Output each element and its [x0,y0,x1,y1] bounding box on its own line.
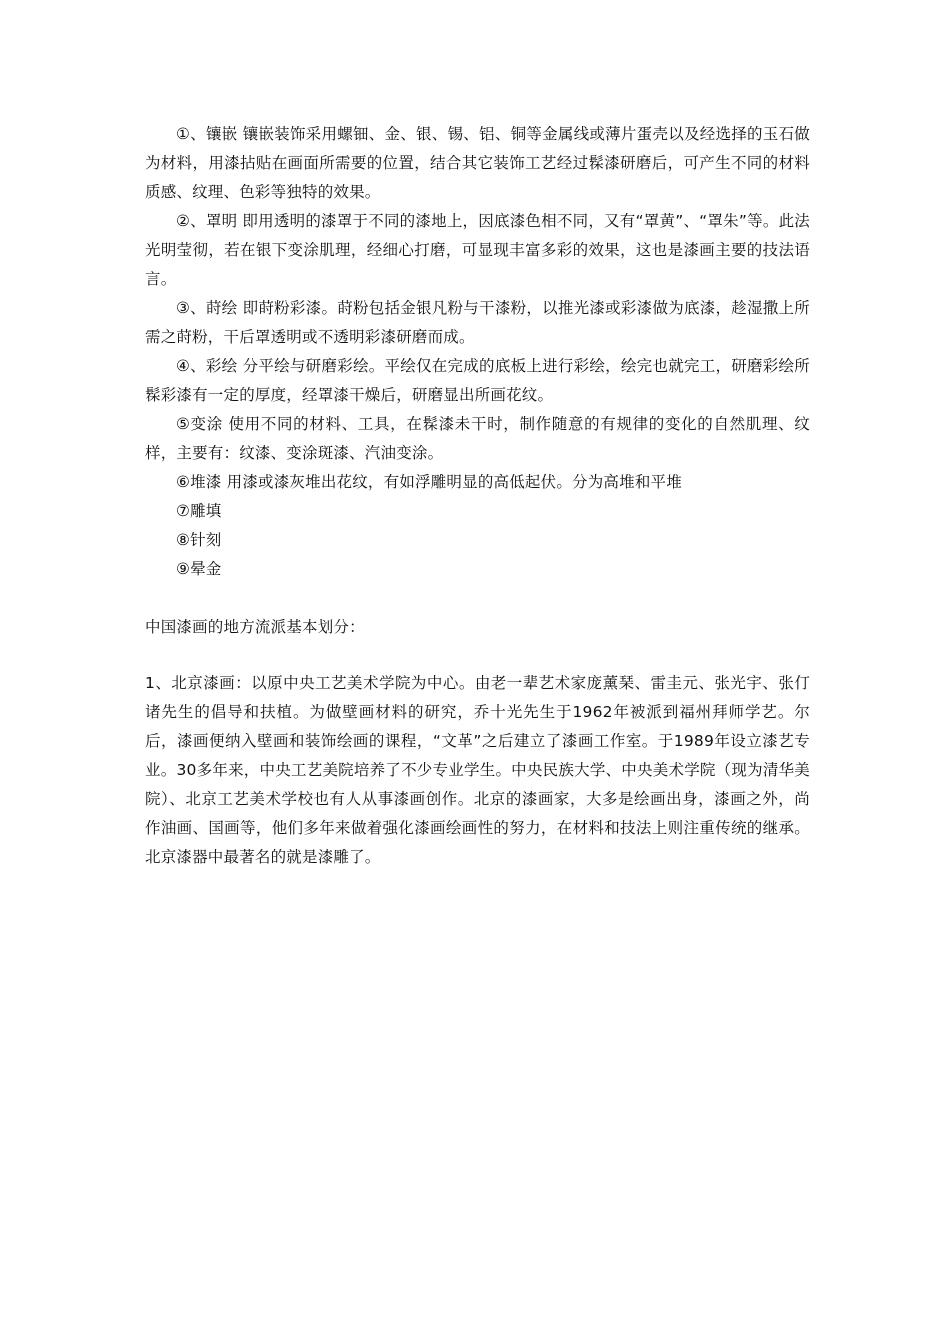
school-beijing: 1、北京漆画：以原中央工艺美术学院为中心。由老一辈艺术家庞薰琹、雷圭元、张光宇、张仃诸先生的倡导和扶植。为做壁画材料的研究，乔十光先生于1962年被派到福州拜师学艺。尔后，漆画便纳入壁画和装饰绘画的课程，“文革”之后建立了漆画工作室。于1989年设立漆艺专业。30多年来，中央工艺美院培养了不少专业学生。中央民族大学、中央美术学院（现为清华美院）、北京工艺美术学校也有人从事漆画创作。北京的漆画家，大多是绘画出身，漆画之外，尚作油画、国画等，他们多年来做着强化漆画绘画性的努力，在材料和技法上则注重传统的继承。北京漆器中最著名的就是漆雕了。 [145,674,810,866]
document-body [145,120,810,872]
technique-needle-engraving: ⑧针刻 [176,531,222,549]
technique-inlay: ①、镶嵌 镶嵌装饰采用螺钿、金、银、锡、铝、铜等金属线或薄片蛋壳以及经选择的玉石做为材料，用漆拈贴在画面所需要的位置，结合其它装饰工艺经过髹漆研磨后，可产生不同的材料质感、纹理、色彩等独特的效果。 [145,125,810,201]
technique-color-painting: ④、彩绘 分平绘与研磨彩绘。平绘仅在完成的底板上进行彩绘，绘完也就完工，研磨彩绘所髹彩漆有一定的厚度，经罩漆干燥后，研磨显出所画花纹。 [145,357,810,404]
technique-transparent-coat: ②、罩明 即用透明的漆罩于不同的漆地上，因底漆色相不同，又有“罩黄”、“罩朱”等。此法光明莹彻，若在银下变涂肌理，经细心打磨，可显现丰富多彩的效果，这也是漆画主要的技法语言。 [145,212,810,288]
technique-sprinkled-powder: ③、莳绘 即莳粉彩漆。莳粉包括金银凡粉与干漆粉，以推光漆或彩漆做为底漆，趁湿撒上所需之莳粉，干后罩透明或不透明彩漆研磨而成。 [145,299,810,346]
technique-gold-shading: ⑨晕金 [176,560,222,578]
technique-carved-fill: ⑦雕填 [176,502,222,520]
technique-piled-lacquer: ⑥堆漆 用漆或漆灰堆出花纹，有如浮雕明显的高低起伏。分为高堆和平堆 [176,473,682,491]
technique-variable-texture: ⑤变涂 使用不同的材料、工具，在髹漆未干时，制作随意的有规律的变化的自然肌理、纹样，主要有：纹漆、变涂斑漆、汽油变涂。 [145,415,810,462]
schools-heading: 中国漆画的地方流派基本划分： [145,618,365,636]
